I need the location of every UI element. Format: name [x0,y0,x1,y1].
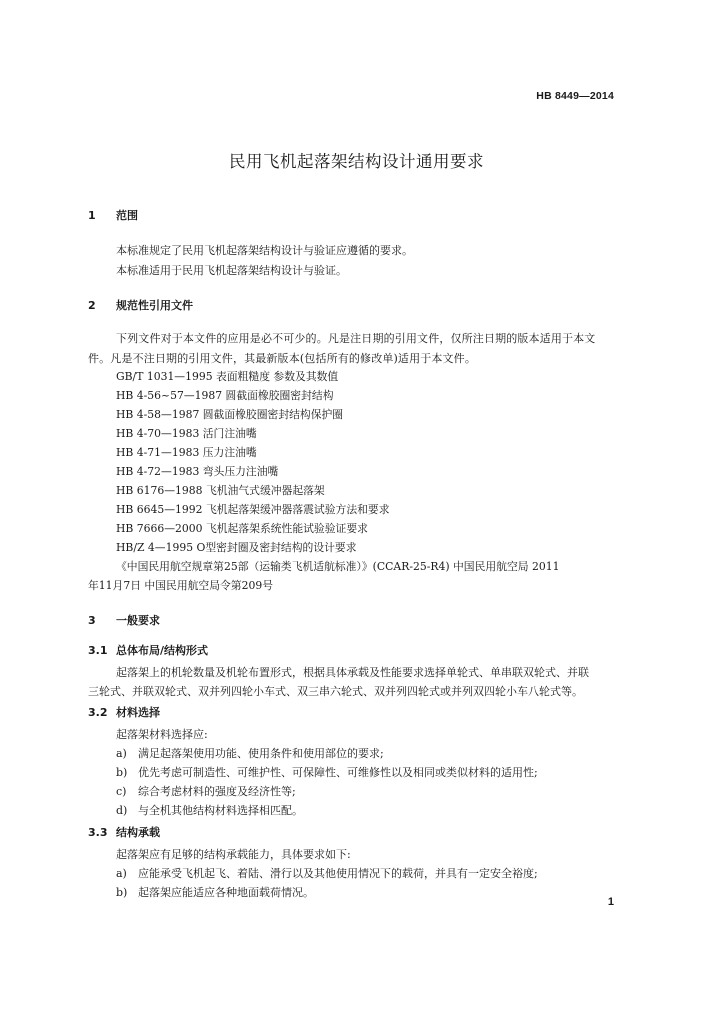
paragraph: 本标准规定了民用飞机起落架结构设计与验证应遵循的要求。 [116,244,413,257]
paragraph: 起落架应有足够的结构承载能力，具体要求如下: [116,848,351,861]
reference-item: HB 4-58—1987 圆截面橡胶圈密封结构保护圈 [116,408,344,421]
list-text: 应能承受飞机起飞、着陆、滑行以及其他使用情况下的载荷，并具有一定安全裕度; [138,867,538,880]
reference-item: HB 4-71—1983 压力注油嘴 [116,446,257,459]
section-title: 一般要求 [116,614,160,627]
reference-item: HB 6645—1992 飞机起落架缓冲器落震试验方法和要求 [116,503,390,516]
list-item [116,783,296,799]
reference-item-continued: 年11月7日 中国民用航空局令第209号 [88,579,274,592]
paragraph: 起落架上的机轮数量及机轮布置形式，根据具体承载及性能要求选择单轮式、单串联双轮式、并联 [116,666,589,679]
list-item [116,802,303,818]
paragraph: 本标准适用于民用飞机起落架结构设计与验证。 [116,264,347,277]
reference-item: HB/Z 4—1995 O型密封圈及密封结构的设计要求 [116,541,357,554]
list-text: 综合考虑材料的强度及经济性等; [138,785,296,798]
subsection-number: 3.1 [88,644,108,657]
reference-item: GB/T 1031—1995 表面粗糙度 参数及其数值 [116,370,339,383]
list-label: a) [116,747,127,760]
section-3-heading [88,612,160,628]
subsection-title: 材料选择 [116,706,160,719]
list-text: 起落架应能适应各种地面载荷情况。 [138,886,314,899]
subsection-title: 总体布局/结构形式 [116,644,209,657]
list-label: c) [116,785,127,798]
reference-item: HB 4-56~57—1987 圆截面橡胶圈密封结构 [116,389,334,402]
page-number: 1 [607,896,614,908]
reference-item: 《中国民用航空规章第25部（运输类飞机适航标准）》(CCAR-25-R4) 中国民用航空局 2011 [116,560,560,573]
subsection-title: 结构承载 [116,826,160,839]
paragraph: 件。凡是不注日期的引用文件，其最新版本(包括所有的修改单)适用于本文件。 [88,352,476,365]
list-item [116,745,384,761]
reference-item: HB 4-72—1983 弯头压力注油嘴 [116,465,279,478]
list-label: a) [116,867,127,880]
subsection-3-2-heading [88,704,160,720]
subsection-3-3-heading [88,824,160,840]
paragraph: 下列文件对于本文件的应用是必不可少的。凡是注日期的引用文件，仅所注日期的版本适用于本文 [116,332,596,345]
list-label: d) [116,804,128,817]
list-item [116,865,538,881]
list-text: 优先考虑可制造性、可维护性、可保障性、可维修性以及相同或类似材料的适用性; [138,766,538,779]
section-1-heading [88,207,138,223]
list-text: 与全机其他结构材料选择相匹配。 [138,804,303,817]
list-text: 满足起落架使用功能、使用条件和使用部位的要求; [138,747,384,760]
reference-item: HB 4-70—1983 活门注油嘴 [116,427,257,440]
list-label: b) [116,766,128,779]
section-title: 范围 [116,209,138,222]
list-item [116,884,314,900]
section-title: 规范性引用文件 [116,299,193,312]
section-number: 2 [88,299,96,312]
section-number: 1 [88,209,96,222]
page-title: 民用飞机起落架结构设计通用要求 [229,152,484,171]
subsection-number: 3.2 [88,706,108,719]
reference-item: HB 7666—2000 飞机起落架系统性能试验验证要求 [116,522,368,535]
section-2-heading [88,297,193,313]
subsection-3-1-heading [88,642,208,658]
list-label: b) [116,886,128,899]
standard-code: HB 8449—2014 [536,90,614,102]
paragraph: 三轮式、并联双轮式、双并列四轮小车式、双三串六轮式、双并列四轮式或并列双四轮小车八轮式等。 [88,685,583,698]
reference-item: HB 6176—1988 飞机油气式缓冲器起落架 [116,484,325,497]
section-number: 3 [88,614,96,627]
list-item [116,764,538,780]
paragraph: 起落架材料选择应: [116,728,208,741]
subsection-number: 3.3 [88,826,108,839]
